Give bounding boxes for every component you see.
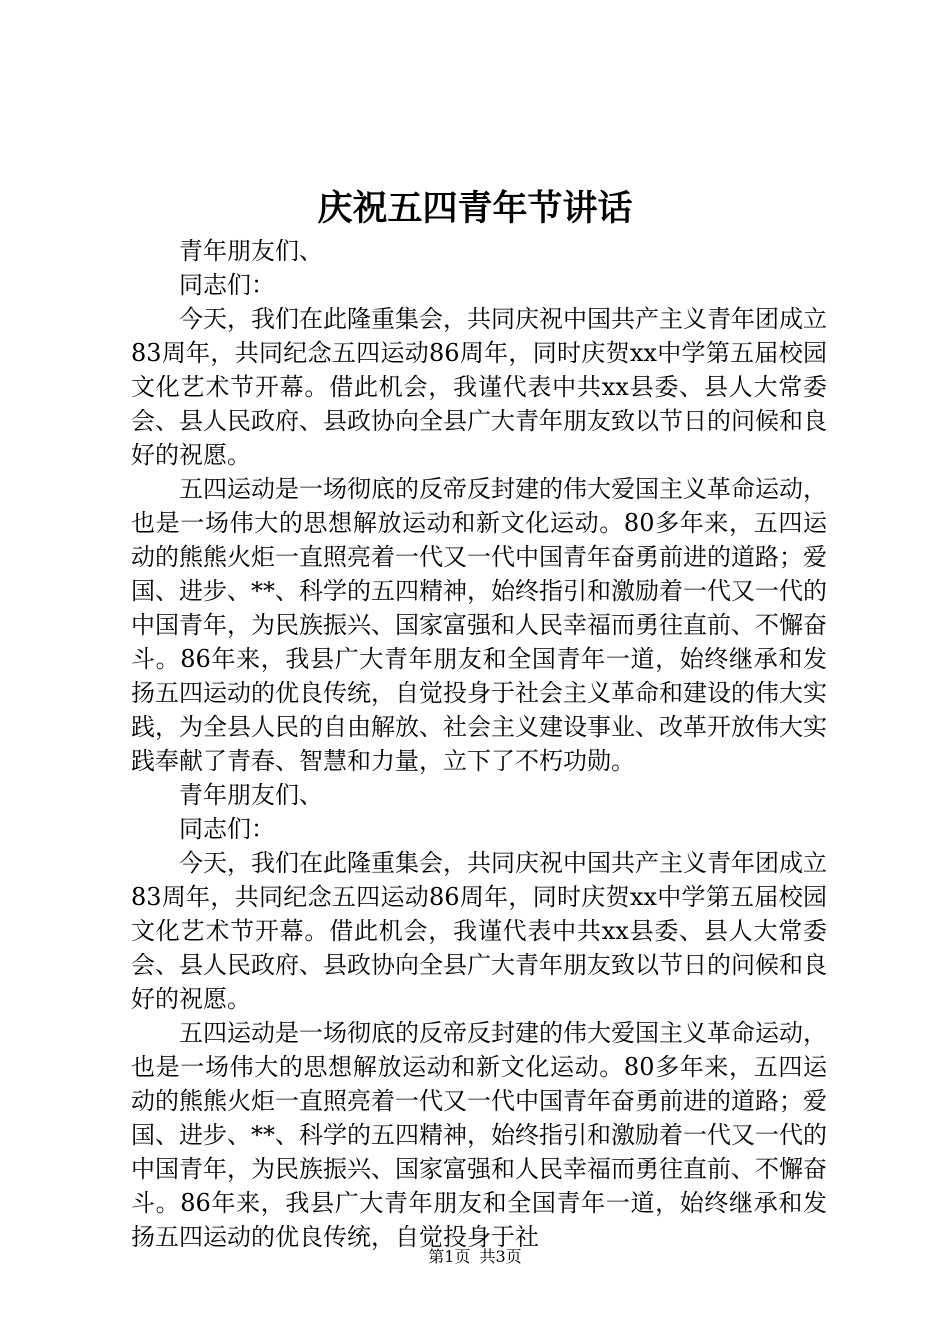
document-body: [131, 234, 827, 1254]
salutation-line: 青年朋友们、: [179, 237, 323, 265]
salutation-line: 同志们：: [179, 815, 275, 843]
body-paragraph: 五四运动是一场彻底的反帝反封建的伟大爱国主义革命运动，也是一场伟大的思想解放运动和新文化运动。80多年来，五四运动的熊熊火炬一直照亮着一代又一代中国青年奋勇前进的道路；爱国、进步、**、科学的五四精神，始终指引和激励着一代又一代的中国青年，为民族振兴、国家富强和人民幸福而勇往直前、不懈奋斗。86年来，我县广大青年朋友和全国青年一道，始终继承和发扬五四运动的优良传统，自觉投身于社: [131, 1019, 827, 1251]
body-paragraph: 今天，我们在此隆重集会，共同庆祝中国共产主义青年团成立83周年，共同纪念五四运动86周年，同时庆贺xx中学第五届校园文化艺术节开幕。借此机会，我谨代表中共xx县委、县人大常委会、县人民政府、县政协向全县广大青年朋友致以节日的问候和良好的祝愿。: [131, 849, 827, 1013]
salutation-line: 青年朋友们、: [179, 781, 323, 809]
body-paragraph: 五四运动是一场彻底的反帝反封建的伟大爱国主义革命运动，也是一场伟大的思想解放运动和新文化运动。80多年来，五四运动的熊熊火炬一直照亮着一代又一代中国青年奋勇前进的道路；爱国、进步、**、科学的五四精神，始终指引和激励着一代又一代的中国青年，为民族振兴、国家富强和人民幸福而勇往直前、不懈奋斗。86年来，我县广大青年朋友和全国青年一道，始终继承和发扬五四运动的优良传统，自觉投身于社会主义革命和建设的伟大实践，为全县人民的自由解放、社会主义建设事业、改革开放伟大实践奉献了青春、智慧和力量，立下了不朽功勋。: [131, 475, 827, 775]
page-number-total: 共3页: [479, 1247, 522, 1266]
page-footer: [0, 1246, 950, 1268]
salutation-line: 同志们：: [179, 271, 275, 299]
document-title: 庆祝五四青年节讲话: [317, 188, 633, 229]
page-number-current: 第1页: [428, 1247, 471, 1266]
body-paragraph: 今天，我们在此隆重集会，共同庆祝中国共产主义青年团成立83周年，共同纪念五四运动86周年，同时庆贺xx中学第五届校园文化艺术节开幕。借此机会，我谨代表中共xx县委、县人大常委会、县人民政府、县政协向全县广大青年朋友致以节日的问候和良好的祝愿。: [131, 305, 827, 469]
